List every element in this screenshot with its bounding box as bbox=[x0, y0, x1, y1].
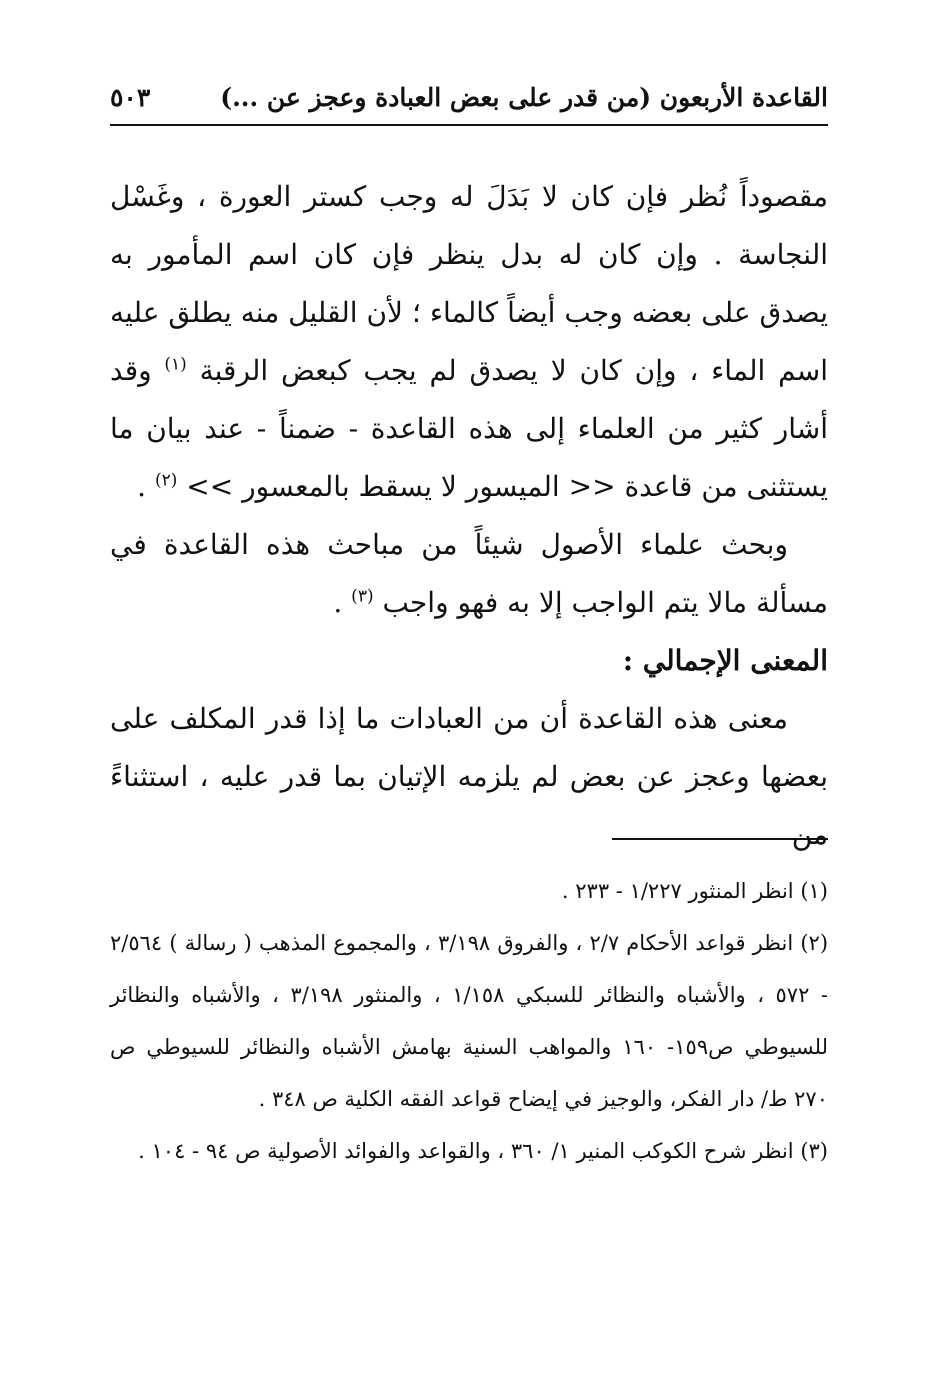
footnote-1: (١) انظر المنثور ١/٢٢٧ - ٢٣٣ . bbox=[561, 879, 828, 903]
paragraph-2: وبحث علماء الأصول شيئاً من مباحث هذه القاعدة في مسألة مالا يتم الواجب إلا به فهو واجب $^{(٣)}$ . bbox=[110, 528, 828, 619]
page-number: ٥٠٣ bbox=[110, 82, 151, 112]
footnote-divider bbox=[612, 838, 828, 840]
footnote-ref-1: (١) bbox=[164, 354, 187, 375]
paragraph-1: مقصوداً نُظر فإن كان لا بَدَلَ له وجب كستر العورة ، وغَسْل النجاسة . وإن كان له بدل ينظر فإن كان اسم المأمور به يصدق على بعضه وجب أيضاً كالماء ؛ لأن القليل منه يطلق عليه اسم الماء ، وإن كان لا يصدق لم يجب كبعض الرقبة $^{(١)}$ وقد أشار كثير من العلماء إلى هذه القاعدة - ضمناً - عند بيان ما يستثنى من قاعدة << الميسور لا يسقط بالمعسور >> $^{(٢)}$ . bbox=[110, 180, 828, 503]
header-title: القاعدة الأربعون (من قدر على بعض العبادة وعجز عن ...) bbox=[220, 82, 828, 112]
footnote-ref-3: (٣) bbox=[351, 586, 374, 607]
main-text bbox=[110, 168, 828, 864]
paragraph-3: معنى هذه القاعدة أن من العبادات ما إذا قدر المكلف على بعضها وعجز عن بعض لم يلزمه الإتيان بما قدر عليه ، استثناءً من bbox=[110, 702, 828, 851]
footnote-3: (٣) انظر شرح الكوكب المنير ١/ ٣٦٠ ، والقواعد والفوائد الأصولية ص ٩٤ - ١٠٤ . bbox=[138, 1139, 828, 1163]
footnote-ref-2: (٢) bbox=[154, 470, 178, 491]
header-divider bbox=[110, 124, 828, 126]
section-heading: المعنى الإجمالي : bbox=[622, 644, 828, 677]
footnotes bbox=[110, 865, 828, 1177]
running-header bbox=[110, 72, 828, 122]
footnote-2: (٢) انظر قواعد الأحكام ٢/٧ ، والفروق ٣/١٩٨ ، والمجموع المذهب ( رسالة ) ٢/٥٦٤ - ٥٧٢ ، والأشباه والنظائر للسبكي ١/١٥٨ ، والمنثور ٣/١٩٨ ، والأشباه والنظائر للسيوطي ص١٥٩- ١٦٠ والمواهب السنية بهامش الأشباه والنظائر للسيوطي ص ٢٧٠ ط/ دار الفكر، والوجيز في إيضاح قواعد الفقه الكلية ص ٣٤٨ . bbox=[110, 931, 829, 1111]
